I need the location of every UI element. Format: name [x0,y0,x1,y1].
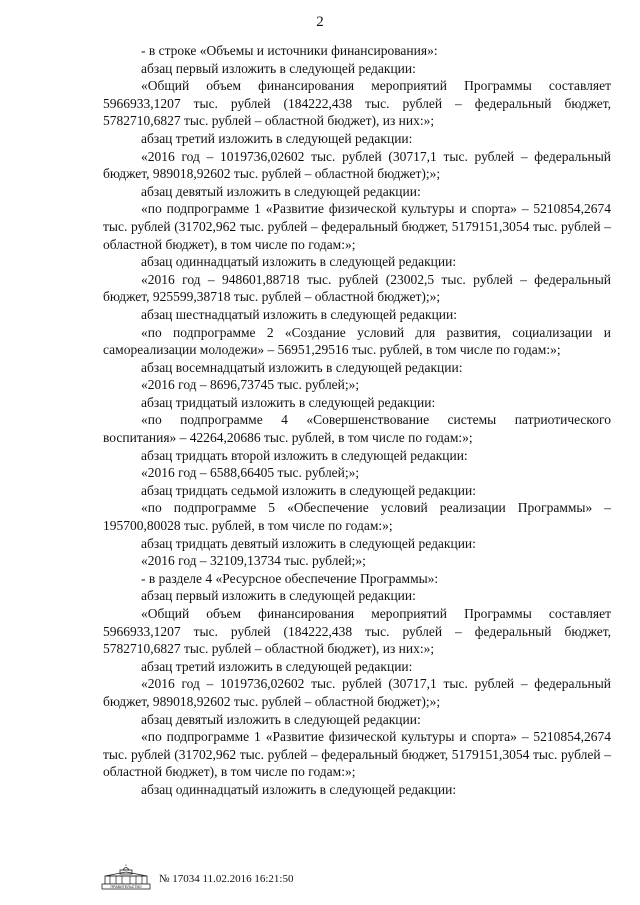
logo-caption: ПРАВИТЕЛЬСТВО [110,885,142,890]
government-building-logo [101,864,151,890]
paragraph: абзац третий изложить в следующей редакции: [141,658,413,674]
paragraph: «2016 год – 32109,13734 тыс. рублей;»; [141,553,366,569]
paragraph: абзац девятый изложить в следующей редакции: [141,711,421,727]
paragraph: «2016 год – 1019736,02602 тыс. рублей (30717,1 тыс. рублей – федеральный бюджет, 989018,92602 тыс. рублей – областной бюджет);»; [103,676,611,709]
paragraph: абзац тридцать второй изложить в следующей редакции: [141,447,468,463]
paragraph: абзац первый изложить в следующей редакции: [141,588,416,604]
paragraph: абзац тридцать седьмой изложить в следующей редакции: [141,482,476,498]
paragraph: «по подпрограмме 1 «Развитие физической культуры и спорта» – 5210854,2674 тыс. рублей (31702,962 тыс. рублей – федеральный бюджет, 5179151,3054 тыс. рублей – областной бюджет), в том числе по годам:»; [103,729,611,780]
paragraph: абзац третий изложить в следующей редакции: [141,130,413,146]
paragraph: абзац шестнадцатый изложить в следующей редакции: [141,306,458,322]
paragraph: абзац тридцать девятый изложить в следующей редакции: [141,535,476,551]
paragraph: «по подпрограмме 1 «Развитие физической культуры и спорта» – 5210854,2674 тыс. рублей (31702,962 тыс. рублей – федеральный бюджет, 5179151,3054 тыс. рублей – областной бюджет), в том числе по годам:»; [103,201,611,252]
paragraph: «по подпрограмме 4 «Совершенствование системы патриотического воспитания» – 42264,20686 тыс. рублей, в том числе по годам:»; [103,412,611,446]
registration-footer [101,864,521,890]
paragraph: «2016 год – 8696,73745 тыс. рублей;»; [141,377,360,393]
paragraph: - в разделе 4 «Ресурсное обеспечение Программы»: [141,570,439,586]
paragraph: абзац тридцатый изложить в следующей редакции: [141,394,436,410]
paragraph: абзац одиннадцатый изложить в следующей редакции: [141,254,457,270]
paragraph: «2016 год – 948601,88718 тыс. рублей (23002,5 тыс. рублей – федеральный бюджет, 925599,38718 тыс. рублей – областной бюджет);»; [103,271,611,305]
paragraph: «2016 год – 6588,66405 тыс. рублей;»; [141,465,360,481]
paragraph: абзац первый изложить в следующей редакции: [141,60,416,76]
paragraph: абзац одиннадцатый изложить в следующей редакции: [141,781,457,797]
registration-stamp: № 17034 11.02.2016 16:21:50 [159,873,294,885]
paragraph: абзац восемнадцатый изложить в следующей редакции: [141,359,463,375]
paragraph: «Общий объем финансирования мероприятий Программы составляет 5966933,1207 тыс. рублей (184222,438 тыс. рублей – федеральный бюджет, 5782710,6827 тыс. рублей – областной бюджет), из них:»; [103,606,611,657]
document-body [103,42,611,799]
paragraph: «Общий объем финансирования мероприятий Программы составляет 5966933,1207 тыс. рублей (184222,438 тыс. рублей – федеральный бюджет, 5782710,6827 тыс. рублей – областной бюджет), из них:»; [103,78,611,129]
paragraph: абзац девятый изложить в следующей редакции: [141,183,421,199]
paragraph: - в строке «Объемы и источники финансирования»: [141,43,438,58]
paragraph: «по подпрограмме 5 «Обеспечение условий реализации Программы» – 195700,80028 тыс. рублей, в том числе по годам:»; [103,500,611,534]
page-number: 2 [316,14,324,30]
paragraph: «2016 год – 1019736,02602 тыс. рублей (30717,1 тыс. рублей – федеральный бюджет, 989018,92602 тыс. рублей – областной бюджет);»; [103,148,611,182]
paragraph: «по подпрограмме 2 «Создание условий для развития, социализации и самореализации молодежи» – 56951,29516 тыс. рублей, в том числе по годам:»; [103,324,611,358]
